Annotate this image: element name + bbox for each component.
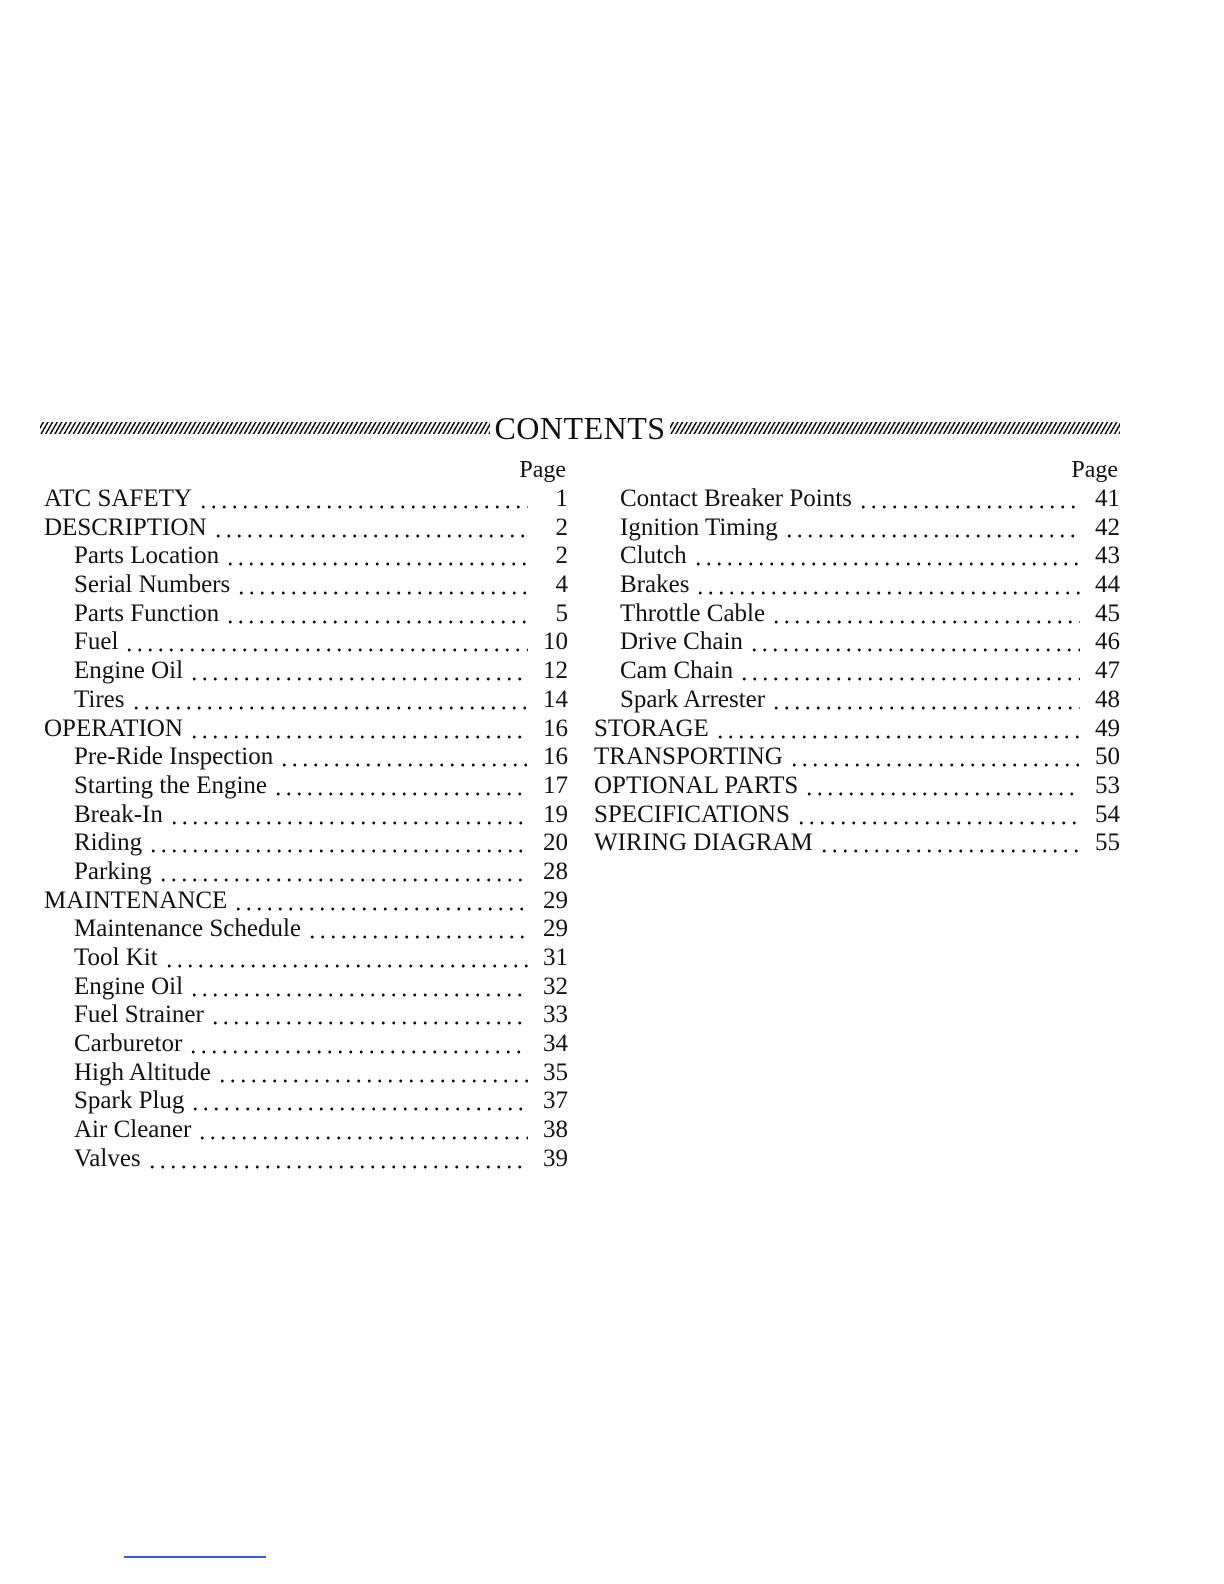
toc-entry-label: Maintenance Schedule bbox=[74, 915, 301, 943]
contents-header bbox=[40, 408, 1120, 448]
toc-entry-page-number: 54 bbox=[1095, 800, 1120, 828]
dot-leader bbox=[148, 829, 528, 857]
dot-leader bbox=[695, 571, 1080, 599]
toc-entry[interactable] bbox=[594, 657, 1120, 686]
header-hatch-left bbox=[40, 422, 490, 434]
toc-entry-page-number: 29 bbox=[543, 886, 568, 914]
toc-entry-label: WIRING DIAGRAM bbox=[594, 829, 813, 857]
toc-entry[interactable] bbox=[594, 743, 1120, 772]
toc-entry-page-number: 14 bbox=[543, 685, 568, 713]
toc-entry-page-number: 32 bbox=[543, 972, 568, 1000]
toc-entry-label: Serial Numbers bbox=[74, 571, 231, 599]
toc-entry-page-number: 41 bbox=[1095, 485, 1120, 512]
toc-entry-label: OPTIONAL PARTS bbox=[594, 771, 799, 799]
toc-entry-label: Break-In bbox=[74, 800, 163, 828]
page-column-label: Page bbox=[519, 457, 566, 483]
toc-entry-page-number: 19 bbox=[543, 800, 568, 828]
footer-rule bbox=[124, 1556, 266, 1558]
toc-entry-page-number: 4 bbox=[555, 571, 568, 599]
toc-entry[interactable] bbox=[44, 887, 568, 916]
toc-entry-label: Engine Oil bbox=[74, 657, 184, 685]
toc-right-column bbox=[594, 455, 1120, 858]
toc-entry-page-number: 42 bbox=[1095, 513, 1120, 541]
page-column-label: Page bbox=[1071, 457, 1118, 483]
dot-leader bbox=[739, 657, 1080, 685]
toc-entry-page-number: 16 bbox=[543, 714, 568, 742]
toc-entry-label: OPERATION bbox=[44, 714, 183, 742]
toc-entry-page-number: 39 bbox=[543, 1144, 568, 1172]
toc-entry-label: ATC SAFETY bbox=[44, 485, 192, 512]
toc-entry-label: Engine Oil bbox=[74, 972, 184, 1000]
dot-leader bbox=[210, 1001, 528, 1029]
toc-entry-label: STORAGE bbox=[594, 714, 709, 742]
toc-entry[interactable] bbox=[594, 485, 1120, 514]
toc-entry-label: Clutch bbox=[620, 542, 687, 570]
toc-entry[interactable] bbox=[44, 628, 568, 657]
toc-entry-label: SPECIFICATIONS bbox=[594, 800, 790, 828]
toc-entry[interactable] bbox=[44, 657, 568, 686]
toc-entry-label: High Altitude bbox=[74, 1058, 211, 1086]
toc-entry-page-number: 2 bbox=[555, 513, 568, 541]
header-hatch-right bbox=[670, 422, 1120, 434]
toc-entry-label: Carburetor bbox=[74, 1030, 183, 1058]
toc-entry-page-number: 29 bbox=[543, 915, 568, 943]
dot-leader bbox=[715, 715, 1080, 743]
toc-entry-label: Cam Chain bbox=[620, 657, 734, 685]
toc-entry-page-number: 45 bbox=[1095, 599, 1120, 627]
toc-entry-page-number: 33 bbox=[543, 1001, 568, 1029]
toc-entry[interactable] bbox=[594, 772, 1120, 801]
toc-entry[interactable] bbox=[44, 915, 568, 944]
toc-entry-label: Parking bbox=[74, 857, 152, 885]
dot-leader bbox=[279, 743, 528, 771]
dot-leader bbox=[789, 743, 1080, 771]
page-title: CONTENTS bbox=[494, 410, 666, 446]
toc-entry-page-number: 46 bbox=[1095, 628, 1120, 656]
toc-entry-page-number: 12 bbox=[543, 657, 568, 685]
toc-entry[interactable] bbox=[44, 686, 568, 715]
toc-entry-page-number: 50 bbox=[1095, 743, 1120, 771]
toc-entry-label: Riding bbox=[74, 829, 143, 857]
dot-leader bbox=[273, 772, 528, 800]
toc-entry[interactable] bbox=[44, 829, 568, 858]
toc-entry-page-number: 48 bbox=[1095, 685, 1120, 713]
dot-leader bbox=[233, 887, 528, 915]
toc-entry[interactable] bbox=[594, 600, 1120, 629]
toc-entry[interactable] bbox=[44, 1059, 568, 1088]
dot-leader bbox=[189, 715, 528, 743]
toc-entry-label: Valves bbox=[74, 1144, 141, 1172]
toc-entry-page-number: 10 bbox=[543, 628, 568, 656]
dot-leader bbox=[147, 1145, 528, 1173]
toc-entry[interactable] bbox=[44, 944, 568, 973]
toc-entry-page-number: 43 bbox=[1095, 542, 1120, 570]
toc-entry-label: Drive Chain bbox=[620, 628, 743, 656]
toc-entry-page-number: 37 bbox=[543, 1087, 568, 1115]
toc-entry[interactable] bbox=[44, 973, 568, 1002]
toc-left-column bbox=[44, 455, 568, 1174]
toc-entry-label: Tool Kit bbox=[74, 944, 158, 971]
toc-entry-label: MAINTENANCE bbox=[44, 886, 228, 914]
toc-entry[interactable] bbox=[44, 1087, 568, 1116]
toc-entry-label: Tires bbox=[74, 685, 125, 713]
toc-entry-page-number: 55 bbox=[1095, 829, 1120, 857]
dot-leader bbox=[188, 1030, 528, 1058]
dot-leader bbox=[225, 542, 528, 570]
toc-entry[interactable] bbox=[594, 715, 1120, 744]
dot-leader bbox=[771, 686, 1080, 714]
toc-entry-label: Starting the Engine bbox=[74, 771, 268, 799]
toc-entry-page-number: 20 bbox=[543, 829, 568, 857]
dot-leader bbox=[858, 485, 1080, 513]
toc-entry[interactable] bbox=[44, 600, 568, 629]
toc-entry-label: Contact Breaker Points bbox=[620, 485, 852, 512]
toc-entry[interactable] bbox=[44, 1030, 568, 1059]
dot-leader bbox=[190, 1087, 528, 1115]
toc-entry[interactable] bbox=[44, 571, 568, 600]
toc-entry[interactable] bbox=[44, 1001, 568, 1030]
toc-entry[interactable] bbox=[594, 686, 1120, 715]
dot-leader bbox=[213, 514, 528, 542]
toc-entry-label: TRANSPORTING bbox=[594, 743, 783, 771]
toc-entry-label: Brakes bbox=[620, 571, 690, 599]
toc-entry[interactable] bbox=[44, 514, 568, 543]
toc-entry-page-number: 34 bbox=[543, 1030, 568, 1058]
toc-entry[interactable] bbox=[594, 542, 1120, 571]
toc-entry-list bbox=[594, 485, 1120, 858]
dot-leader bbox=[804, 772, 1080, 800]
toc-entry-label: Spark Plug bbox=[74, 1087, 185, 1115]
toc-entry-label: DESCRIPTION bbox=[44, 513, 207, 541]
toc-entry-page-number: 17 bbox=[543, 771, 568, 799]
dot-leader bbox=[771, 600, 1080, 628]
toc-entry-label: Throttle Cable bbox=[620, 599, 766, 627]
toc-entry-page-number: 47 bbox=[1095, 657, 1120, 685]
dot-leader bbox=[189, 973, 528, 1001]
toc-entry-page-number: 38 bbox=[543, 1116, 568, 1144]
toc-entry[interactable] bbox=[594, 571, 1120, 600]
toc-entry-label: Parts Location bbox=[74, 542, 220, 570]
dot-leader bbox=[164, 944, 528, 972]
toc-entry-page-number: 44 bbox=[1095, 571, 1120, 599]
toc-entry-page-number: 31 bbox=[543, 944, 568, 971]
dot-leader bbox=[693, 542, 1080, 570]
toc-entry-label: Pre-Ride Inspection bbox=[74, 743, 274, 771]
toc-entry-page-number: 49 bbox=[1095, 714, 1120, 742]
dot-leader bbox=[131, 686, 529, 714]
dot-leader bbox=[217, 1059, 528, 1087]
toc-entry[interactable] bbox=[44, 1116, 568, 1145]
dot-leader bbox=[189, 657, 528, 685]
toc-entry[interactable] bbox=[594, 514, 1120, 543]
toc-entry[interactable] bbox=[44, 1145, 568, 1174]
toc-entry[interactable] bbox=[594, 628, 1120, 657]
dot-leader bbox=[819, 829, 1080, 857]
dot-leader bbox=[197, 1116, 528, 1144]
dot-leader bbox=[749, 628, 1080, 656]
toc-entry-page-number: 28 bbox=[543, 857, 568, 885]
toc-entry[interactable] bbox=[44, 485, 568, 514]
toc-entry-label: Air Cleaner bbox=[74, 1116, 192, 1144]
toc-entry-page-number: 2 bbox=[555, 542, 568, 570]
dot-leader bbox=[784, 514, 1080, 542]
dot-leader bbox=[198, 485, 528, 513]
toc-entry-list bbox=[44, 485, 568, 1174]
toc-entry[interactable] bbox=[594, 801, 1120, 830]
toc-entry[interactable] bbox=[44, 772, 568, 801]
dot-leader bbox=[169, 801, 528, 829]
toc-entry[interactable] bbox=[594, 829, 1120, 858]
toc-entry-page-number: 1 bbox=[555, 485, 568, 512]
toc-entry-page-number: 53 bbox=[1095, 771, 1120, 799]
toc-entry[interactable] bbox=[44, 858, 568, 887]
dot-leader bbox=[124, 628, 528, 656]
dot-leader bbox=[307, 915, 528, 943]
dot-leader bbox=[225, 600, 528, 628]
dot-leader bbox=[158, 858, 528, 886]
toc-entry-label: Fuel bbox=[74, 628, 119, 656]
dot-leader bbox=[236, 571, 528, 599]
toc-entry[interactable] bbox=[44, 542, 568, 571]
toc-entry-label: Spark Arrester bbox=[620, 685, 766, 713]
toc-entry-label: Fuel Strainer bbox=[74, 1001, 204, 1029]
dot-leader bbox=[796, 801, 1080, 829]
toc-entry[interactable] bbox=[44, 715, 568, 744]
toc-entry-label: Ignition Timing bbox=[620, 513, 778, 541]
toc-entry-label: Parts Function bbox=[74, 599, 220, 627]
toc-entry[interactable] bbox=[44, 801, 568, 830]
toc-entry[interactable] bbox=[44, 743, 568, 772]
toc-entry-page-number: 16 bbox=[543, 743, 568, 771]
toc-entry-page-number: 35 bbox=[543, 1058, 568, 1086]
toc-entry-page-number: 5 bbox=[555, 599, 568, 627]
